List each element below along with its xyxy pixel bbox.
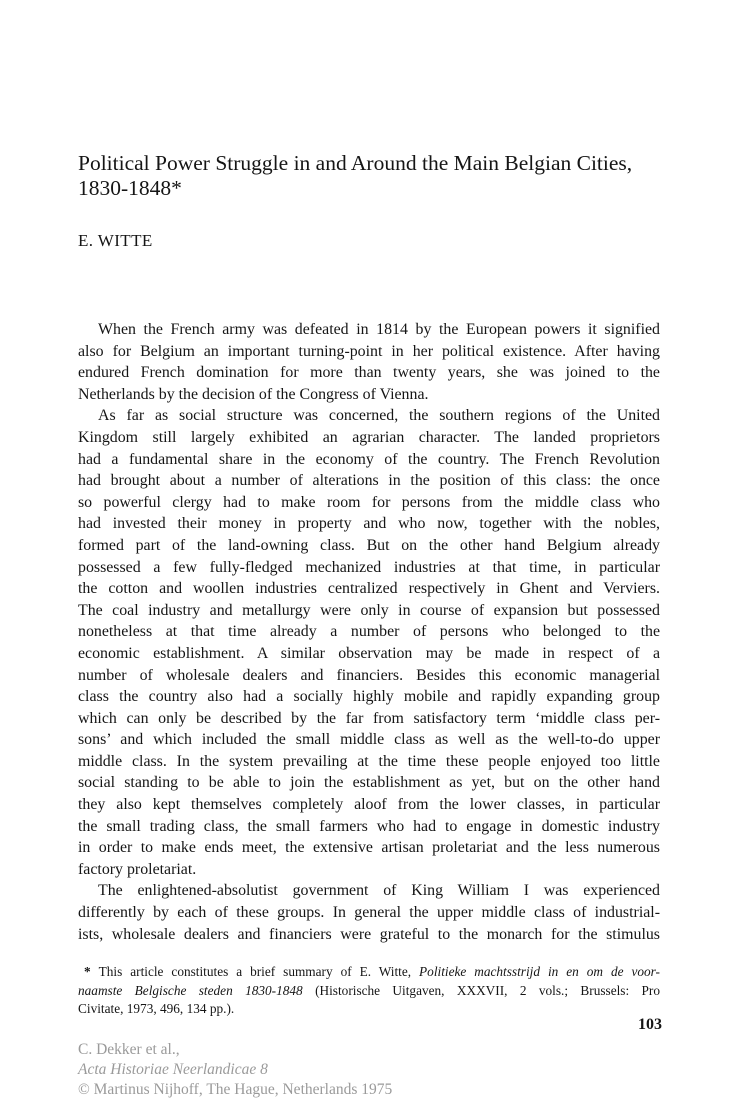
body-line: As far as social structure was concerned, the southern regions of the United — [98, 407, 660, 425]
body-line: in order to make ends meet, the extensive artisan proletariat and the less numerous — [78, 839, 660, 857]
footnote-line — [78, 963, 660, 982]
footnote-cited-title: Politieke machtsstrijd in en om de voor- — [419, 964, 660, 979]
body-line: had a fundamental share in the economy of the country. The French Revolution — [78, 450, 660, 468]
body-line: Kingdom still largely exhibited an agrarian character. The landed proprietors — [78, 428, 660, 446]
page-number: 103 — [638, 1016, 662, 1033]
body-line: middle class. In the system prevailing at the time these people enjoyed too little — [78, 752, 660, 770]
body-line: Netherlands by the decision of the Congress of Vienna. — [78, 385, 429, 403]
footnote — [78, 963, 660, 1019]
body-line: differently by each of these groups. In general the upper middle class of industrial- — [78, 904, 660, 922]
body-line: The enlightened-absolutist government of King William I was experienced — [98, 882, 660, 900]
body-line: ists, wholesale dealers and financiers were grateful to the monarch for the stimulus — [78, 925, 660, 943]
imprint-citation — [78, 1040, 392, 1080]
footnote-text: Civitate, 1973, 496, 134 pp.). — [78, 1001, 235, 1016]
article-body — [78, 319, 660, 945]
body-line: When the French army was defeated in 1814 by the European powers it signified — [98, 321, 660, 338]
body-line: so powerful clergy had to make room for persons from the middle class who — [78, 493, 660, 511]
body-line: formed part of the land-owning class. But on the other hand Belgium already — [78, 536, 660, 554]
body-line: had brought about a number of alterations in the position of this class: the once — [78, 472, 660, 490]
body-line: number of wholesale dealers and financiers. Besides this economic managerial — [78, 666, 660, 684]
article-title — [78, 151, 678, 201]
footnote-line — [78, 982, 660, 1001]
body-line: had invested their money in property and who now, together with the nobles, — [78, 515, 660, 533]
body-line: social standing to be able to join the establishment as yet, but on the other hand — [78, 774, 660, 792]
body-line: nonetheless at that time already a number of persons who belonged to the — [78, 623, 660, 641]
body-line: the cotton and woollen industries centralized respectively in Ghent and Verviers. — [78, 580, 660, 598]
body-line: also for Belgium an important turning-point in her political existence. After having — [78, 342, 660, 360]
footnote-text: This article constitutes a brief summary of E. Witte, — [98, 964, 412, 979]
footnote-cited-title: naamste Belgische steden 1830-1848 — [78, 982, 303, 998]
body-line: class the country also had a socially highly mobile and rapidly expanding group — [78, 688, 660, 706]
imprint-authors: C. Dekker et al., — [78, 1041, 180, 1058]
publisher-imprint — [78, 1040, 392, 1100]
footnote-marker: * — [84, 964, 91, 979]
footnote-line — [78, 1000, 660, 1019]
body-line: The coal industry and metallurgy were only in course of expansion but possessed — [78, 601, 660, 619]
body-line: economic establishment. A similar observation may be made in respect of a — [78, 644, 660, 662]
article-title-line: Political Power Struggle in and Around the Main Belgian Cities, — [78, 151, 633, 176]
imprint-journal: Acta Historiae Neerlandicae 8 — [78, 1061, 268, 1078]
body-line: factory proletariat. — [78, 860, 197, 878]
body-line: they also kept themselves completely aloof from the lower classes, in particular — [78, 796, 660, 814]
footnote-text: (Historische Uitgaven, XXXVII, 2 vols.; Brussels: Pro — [315, 982, 660, 998]
author-name: E. WITTE — [78, 231, 153, 250]
body-line: which can only be described by the far from satisfactory term ‘middle class per- — [78, 709, 660, 727]
body-line: possessed a few fully-fledged mechanized industries at that time, in particular — [78, 558, 660, 576]
article-title-line: 1830-1848* — [78, 176, 182, 201]
body-line: sons’ and which included the small middle class as well as the well-to-do upper — [78, 731, 660, 749]
body-line: the small trading class, the small farmers who had to engage in domestic industry — [78, 817, 660, 835]
imprint-copyright: © Martinus Nijhoff, The Hague, Netherlands 1975 — [78, 1081, 393, 1098]
body-line: endured French domination for more than twenty years, she was joined to the — [78, 364, 660, 382]
